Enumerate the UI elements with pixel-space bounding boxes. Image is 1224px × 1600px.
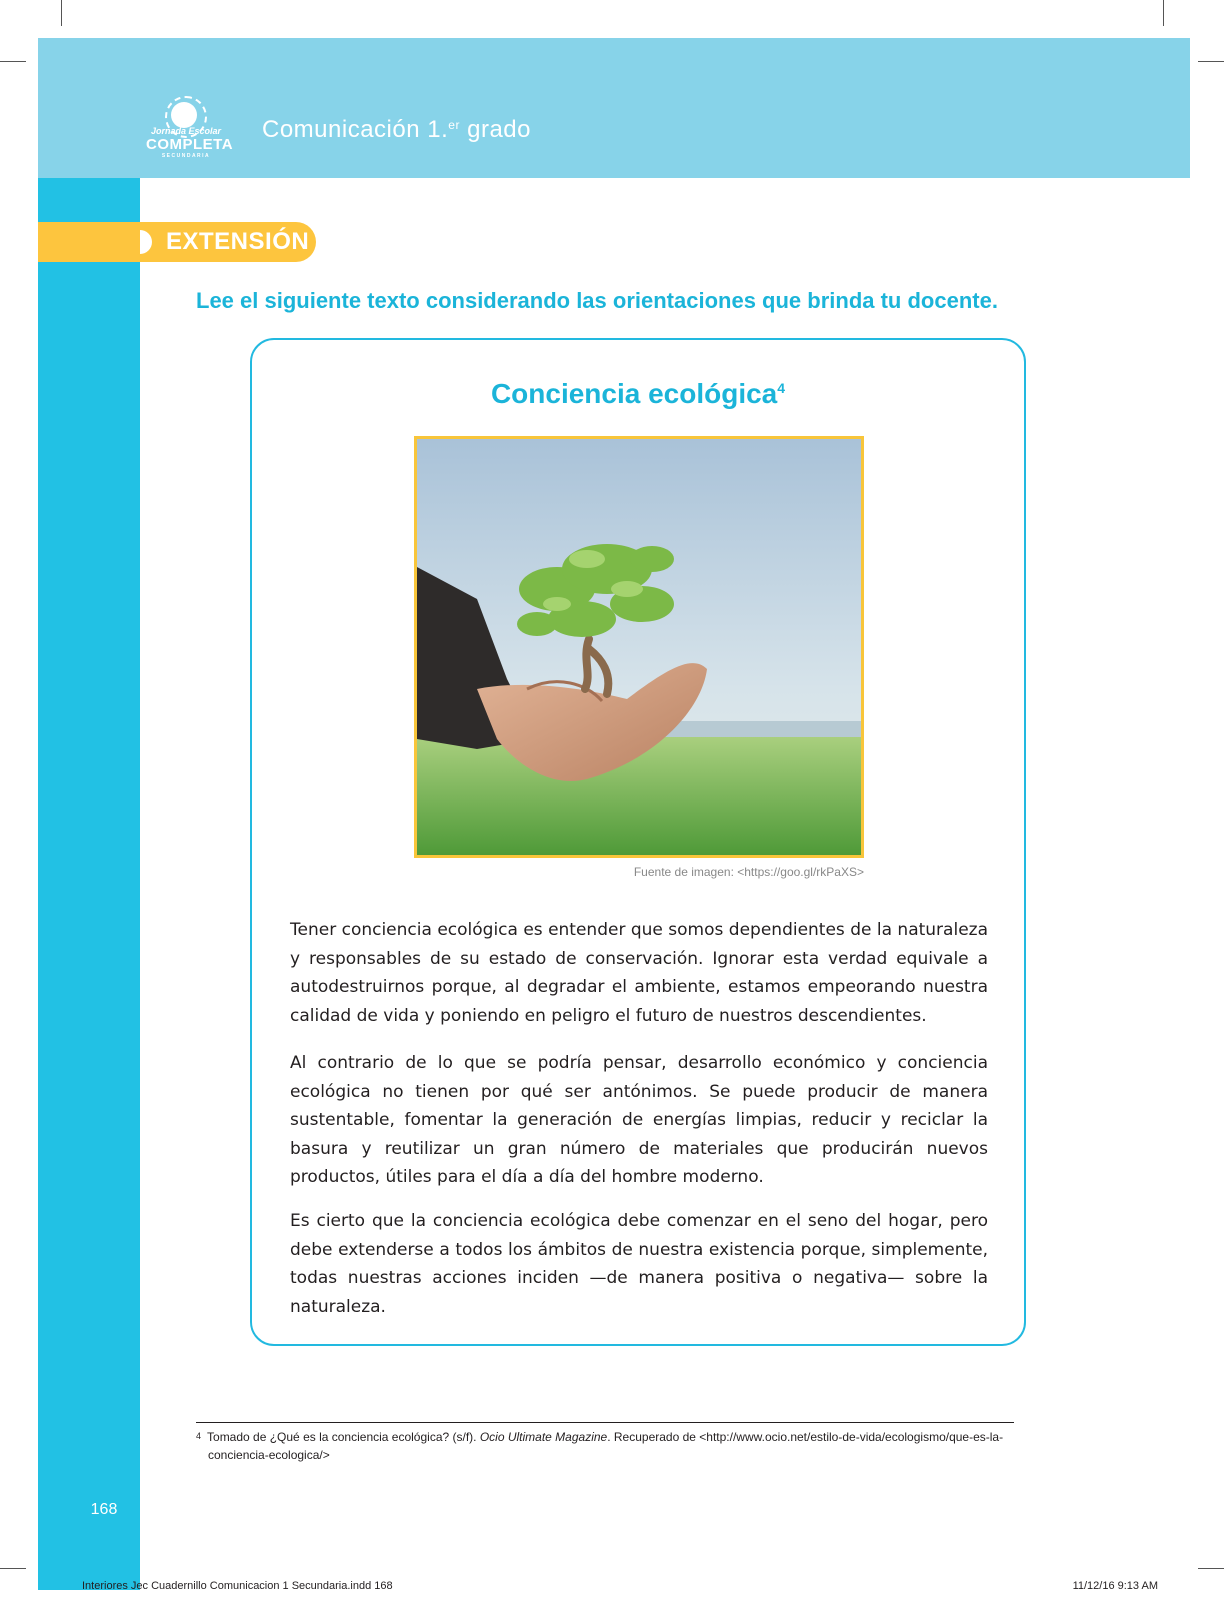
logo-line2: COMPLETA	[146, 136, 234, 153]
page-number: 168	[90, 1501, 118, 1518]
sapling-in-hands-image	[414, 436, 864, 858]
crop-mark	[0, 1568, 26, 1569]
slug-file: Interiores Jec Cuadernillo Comunicacion 1 Secundaria.indd 168	[82, 1580, 393, 1592]
slug-date: 11/12/16 9:13 AM	[1072, 1580, 1158, 1592]
paragraph-2: Al contrario de lo que se podría pensar, desarrollo económico y conciencia ecológica no tienen por qué ser antónimos. Se puede producir de manera sustentable, fomentar la generación de energías limpias, reducir y reciclar la basura y reutilizar un gran número de materiales que producirán nuevos productos, útiles para el día a día del hombre moderno.	[290, 1053, 988, 1187]
half-circle-icon	[140, 230, 152, 254]
crop-mark	[1163, 0, 1164, 26]
image-caption: Fuente de imagen: <https://goo.gl/rkPaXS>	[633, 865, 864, 879]
crop-mark	[0, 61, 26, 62]
paragraph-1: Tener conciencia ecológica es entender que somos dependientes de la naturaleza y responsables de su estado de conservación. Ignorar esta verdad equivale a autodestruirnos porque, al degradar el ambiente, estamos empeorando nuestra calidad de vida y poniendo en peligro el futuro de nuestros descendientes.	[290, 920, 988, 1026]
sun-icon	[171, 102, 197, 128]
section-tab	[38, 222, 316, 262]
logo-line1: Jornada Escolar	[150, 126, 222, 136]
paragraph-3: Es cierto que la conciencia ecológica debe comenzar en el seno del hogar, pero debe extenderse a todos los ámbitos de nuestra existencia porque, simplemente, todas nuestras acciones inciden —de manera positiva o negativa— sobre la naturaleza.	[290, 1211, 988, 1317]
crop-mark	[1198, 61, 1224, 62]
crop-mark	[61, 0, 62, 26]
sapling-illustration	[417, 439, 861, 855]
footnote-line2: conciencia-ecologica/>	[208, 1448, 330, 1462]
crop-mark	[1198, 1568, 1224, 1569]
footnote	[196, 1428, 1014, 1464]
left-band	[38, 178, 140, 1590]
section-tab-label: EXTENSIÓN	[166, 228, 310, 255]
footnote-line1: $^4$ Tomado de ¿Qué es la conciencia ecológica? (s/f). Ocio Ultimate Magazine. Recuperado de <http://www.ocio.net/estilo-de-vida/ecologismo/que-es-la-	[196, 1430, 1004, 1444]
footnote-ref: 4	[777, 380, 786, 396]
instruction-text: Lee el siguiente texto considerando las orientaciones que brinda tu docente.	[196, 288, 998, 313]
course-title: Comunicación 1.$^{er}$ grado	[262, 116, 531, 143]
jec-logo	[140, 98, 232, 162]
footnote-rule	[196, 1422, 1014, 1423]
logo-line3: SECUNDARIA	[161, 153, 211, 159]
reading-title: Conciencia ecológica$^4$	[490, 378, 786, 409]
